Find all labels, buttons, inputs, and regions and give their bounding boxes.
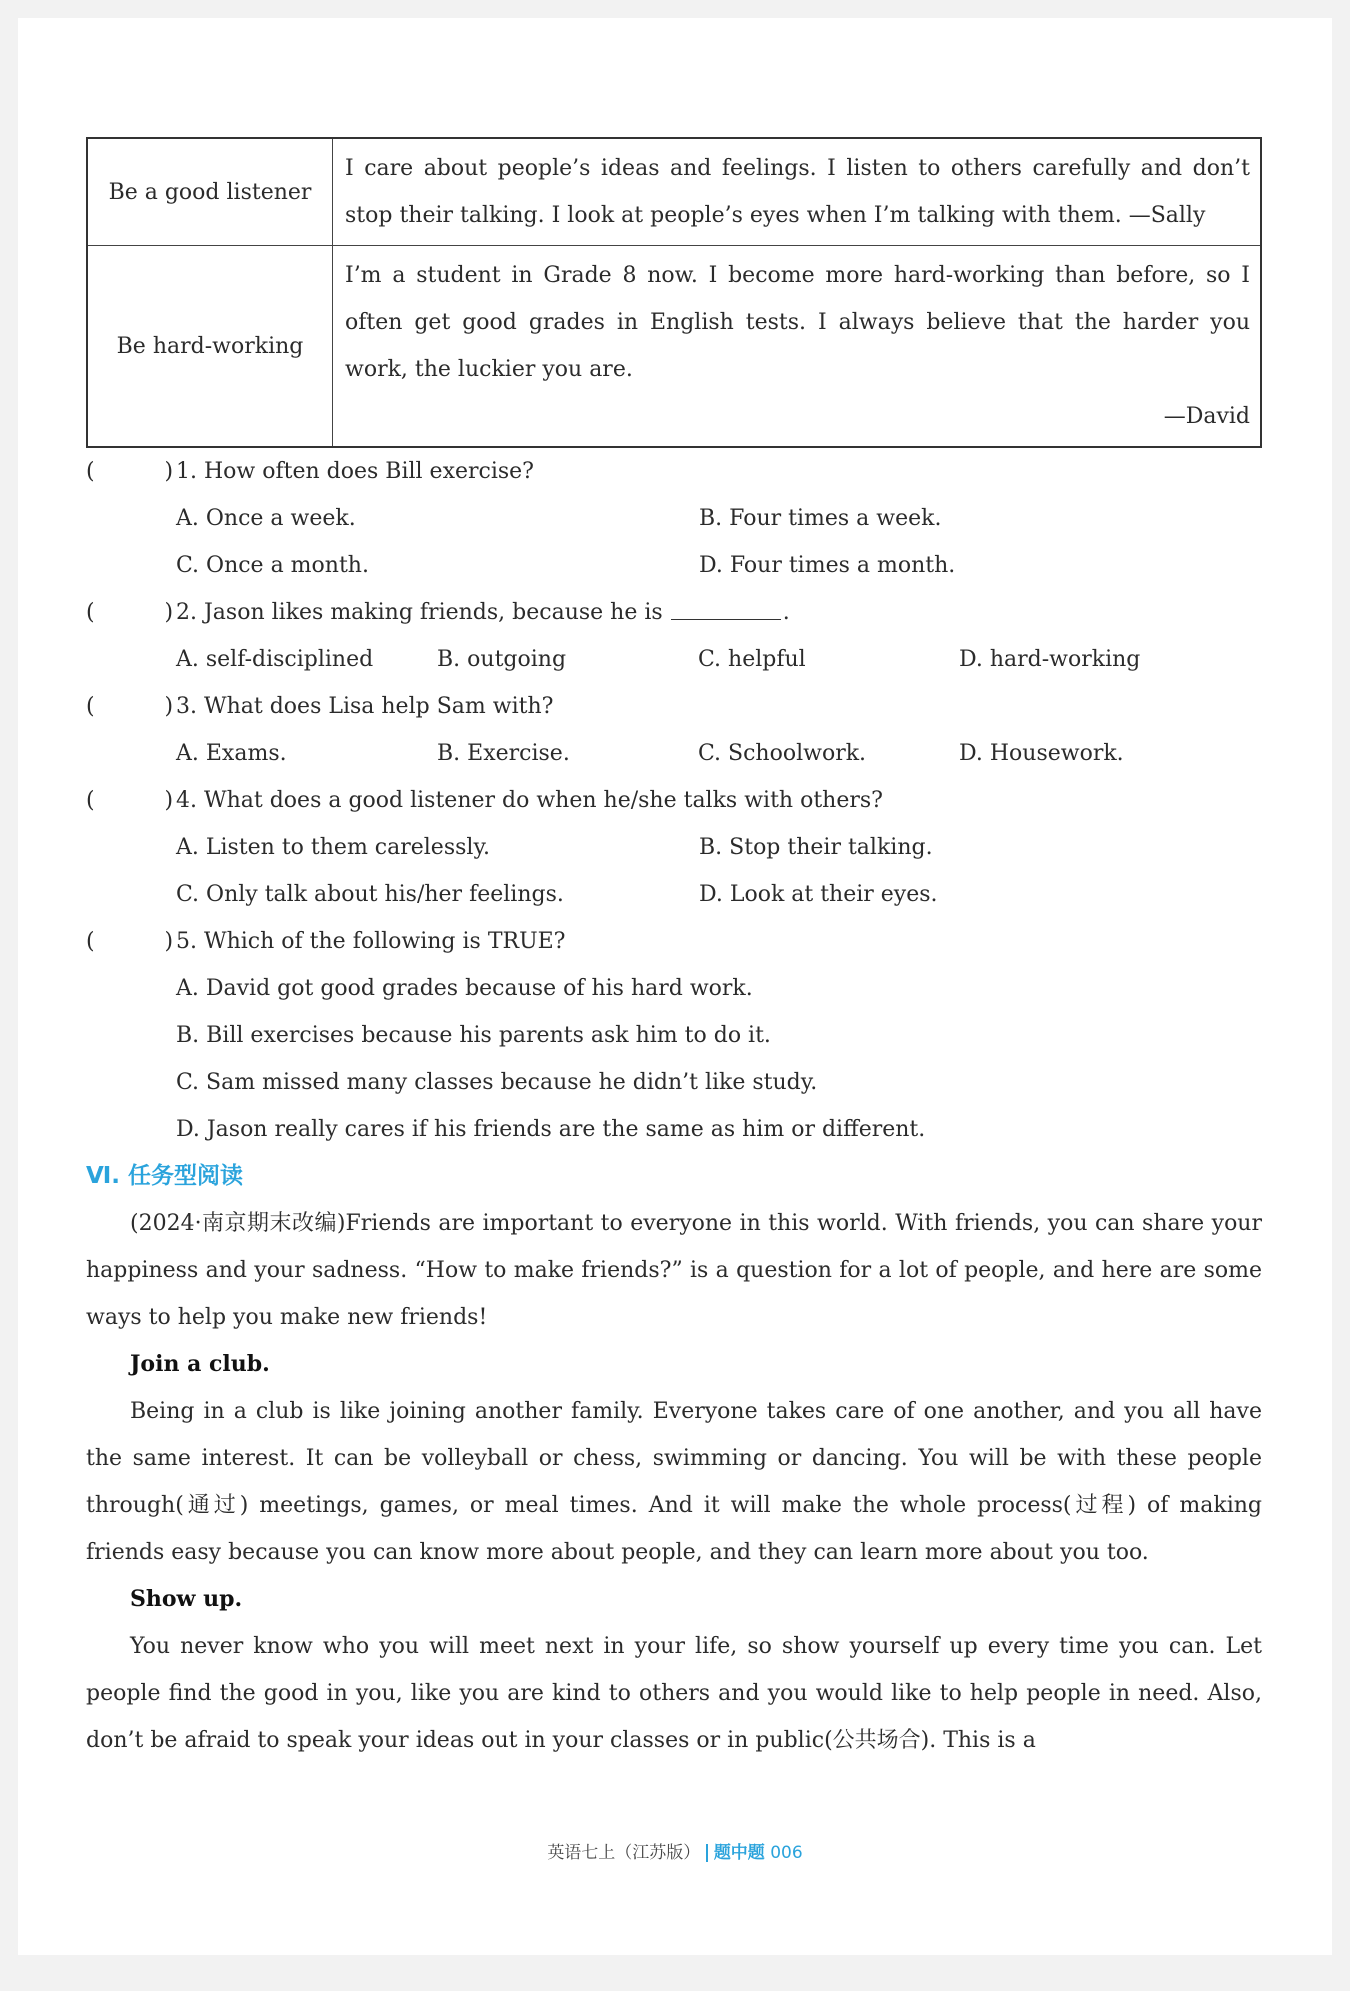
traits-table xyxy=(86,137,1262,448)
table-text-cell xyxy=(333,246,1262,448)
paragraph-show-up: You never know who you will meet next in your life, so show yourself up every time you can. Let people find the good in you, like you are kind to others and you would like to help people in need. Also, don’t be afraid to speak your ideas out in your classes or in public(公共场合). This is a xyxy=(86,1634,1262,1753)
option-d: D. Jason really cares if his friends are the same as him or different. xyxy=(176,1117,926,1142)
table-label: Be a good listener xyxy=(87,138,333,246)
content xyxy=(86,137,1262,1764)
page-footer xyxy=(18,1838,1332,1863)
intro-paragraph: (2024·南京期末改编)Friends are important to everyone in this world. With friends, you can share your happiness and your sadness. “How to make friends?” is a question for a lot of people, and here are some ways to help you make new friends! xyxy=(86,1211,1262,1330)
book-title: 英语七上（江苏版） xyxy=(547,1843,701,1863)
question-4 xyxy=(86,777,1262,918)
paragraph-join-club: Being in a club is like joining another family. Everyone takes care of one another, and you all have the same interest. It can be volleyball or chess, swimming or dancing. You will be with these people through(通过) meetings, games, or meal times. And it will make the whole process(过程) of making friends easy because you can know more about people, and they can learn more about you too. xyxy=(86,1399,1262,1565)
answer-paren[interactable]: ( ) xyxy=(86,788,174,813)
question-stem: 3. What does Lisa help Sam with? xyxy=(176,694,554,719)
table-row xyxy=(87,138,1261,246)
option-b: B. outgoing xyxy=(437,647,567,672)
option-a: A. Once a week. xyxy=(176,506,356,531)
option-d: D. Four times a month. xyxy=(699,553,956,578)
option-a: A. self-disciplined xyxy=(176,647,374,672)
section-title: Ⅵ. 任务型阅读 xyxy=(86,1163,244,1189)
question-2 xyxy=(86,589,1262,683)
signature: —David xyxy=(1163,404,1250,429)
option-a: A. Listen to them carelessly. xyxy=(176,835,490,860)
option-d: D. Housework. xyxy=(959,741,1124,766)
option-a: A. David got good grades because of his hard work. xyxy=(176,976,753,1001)
answer-paren[interactable]: ( ) xyxy=(86,459,174,484)
option-d: D. Look at their eyes. xyxy=(699,882,938,907)
question-5 xyxy=(86,918,1262,1153)
subheading-show-up: Show up. xyxy=(130,1586,243,1612)
footer-divider xyxy=(706,1844,708,1862)
page-number: 006 xyxy=(770,1843,803,1863)
option-b: B. Stop their talking. xyxy=(699,835,933,860)
option-c: C. Sam missed many classes because he didn’t like study. xyxy=(176,1070,818,1095)
answer-blank[interactable] xyxy=(671,589,781,620)
option-b: B. Four times a week. xyxy=(699,506,942,531)
page xyxy=(18,18,1332,1955)
question-stem: 5. Which of the following is TRUE? xyxy=(176,929,566,954)
question-stem: 1. How often does Bill exercise? xyxy=(176,459,534,484)
table-text: I care about people’s ideas and feelings. I listen to others carefully and don’t stop their talking. I look at people’s eyes when I’m talking with them. —Sally xyxy=(333,138,1262,246)
option-d: D. hard-working xyxy=(959,647,1141,672)
question-3 xyxy=(86,683,1262,777)
answer-paren[interactable]: ( ) xyxy=(86,929,174,954)
option-c: C. helpful xyxy=(698,647,806,672)
table-label: Be hard-working xyxy=(87,246,333,448)
option-b: B. Exercise. xyxy=(437,741,570,766)
option-c: C. Schoolwork. xyxy=(698,741,867,766)
answer-paren[interactable]: ( ) xyxy=(86,600,174,625)
table-text: I’m a student in Grade 8 now. I become more hard-working than before, so I often get good grades in English tests. I always believe that the harder you work, the luckier you are. xyxy=(345,263,1250,382)
answer-paren[interactable]: ( ) xyxy=(86,694,174,719)
question-stem: 2. Jason likes making friends, because he is xyxy=(176,600,663,625)
subheading-join-club: Join a club. xyxy=(130,1351,270,1377)
question-stem-end: . xyxy=(782,600,790,625)
question-stem: 4. What does a good listener do when he/she talks with others? xyxy=(176,788,883,813)
series-brand: 题中题 xyxy=(713,1843,765,1863)
option-a: A. Exams. xyxy=(176,741,287,766)
table-row xyxy=(87,246,1261,448)
option-b: B. Bill exercises because his parents ask him to do it. xyxy=(176,1023,771,1048)
option-c: C. Only talk about his/her feelings. xyxy=(176,882,564,907)
question-1 xyxy=(86,448,1262,589)
option-c: C. Once a month. xyxy=(176,553,369,578)
